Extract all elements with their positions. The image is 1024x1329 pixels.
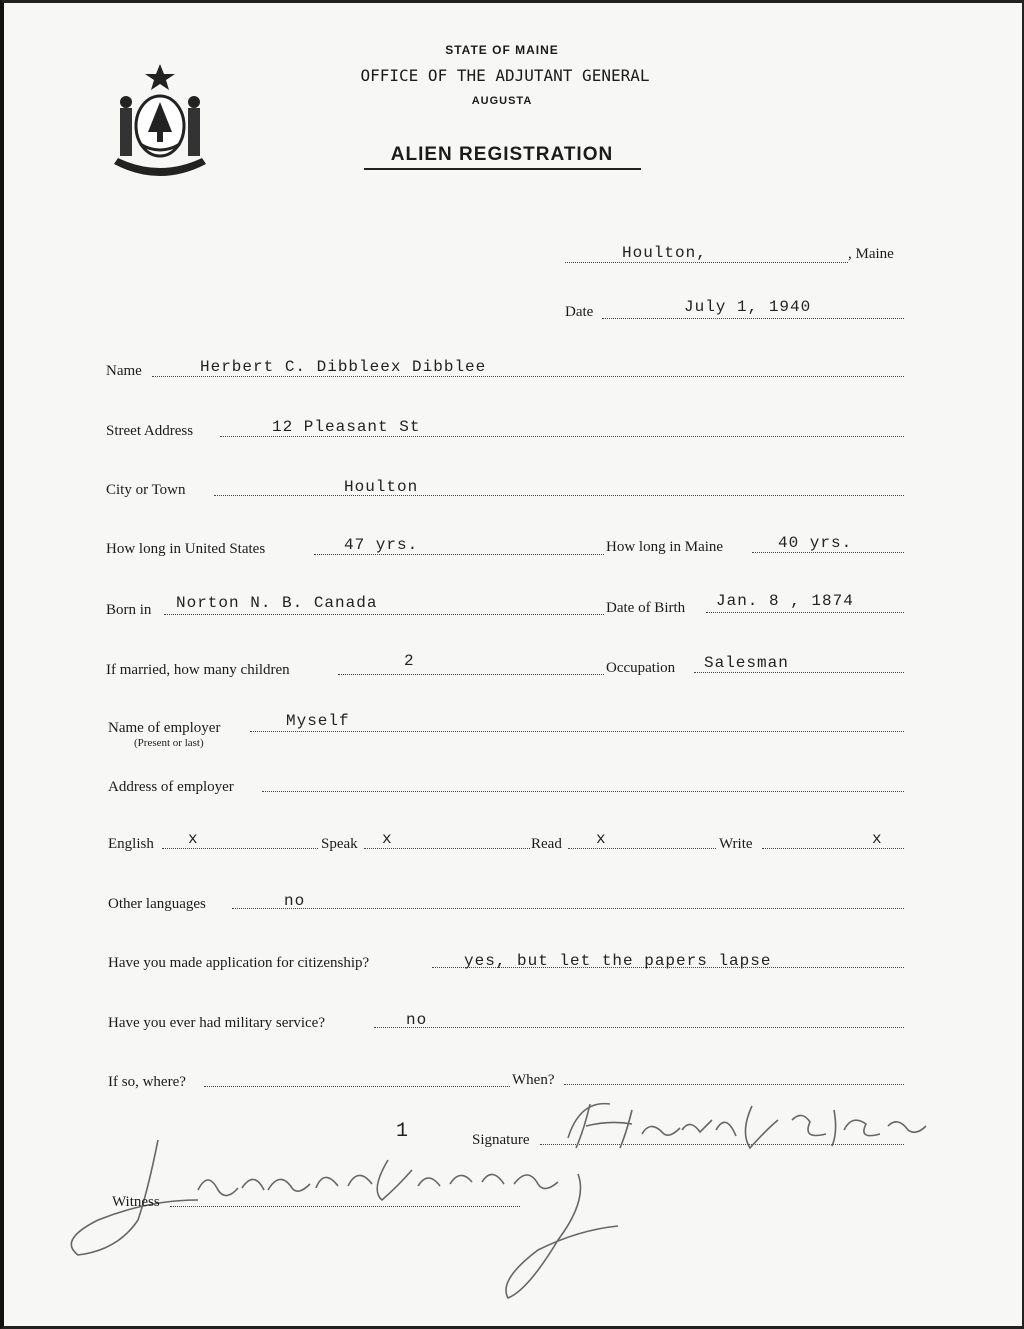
read-value: x [596, 830, 607, 848]
employer-sublabel: (Present or last) [134, 737, 204, 749]
signature-label: Signature [472, 1132, 530, 1148]
speak-label: Speak [321, 836, 358, 852]
military-value: no [406, 1011, 428, 1029]
military-label: Have you ever had military service? [108, 1015, 325, 1031]
office-heading: OFFICE OF THE ADJUTANT GENERAL [360, 66, 650, 85]
street-value: 12 Pleasant St [272, 418, 421, 436]
witness-label: Witness [112, 1194, 160, 1210]
born-value: Norton N. B. Canada [176, 594, 378, 612]
children-value: 2 [404, 652, 415, 670]
name-value: Herbert C. Dibbleex Dibblee [200, 358, 487, 376]
witness-signature [58, 1130, 618, 1320]
english-label: English [108, 836, 154, 852]
city-value: Houlton [344, 478, 419, 496]
write-label: Write [719, 836, 753, 852]
name-label: Name [106, 363, 142, 379]
title-underline [364, 168, 641, 170]
occupation-value: Salesman [704, 654, 789, 672]
page-mark: 1 [396, 1120, 410, 1143]
city-heading: AUGUSTA [471, 95, 533, 107]
english-value: x [188, 830, 199, 848]
place-value: Houlton, [622, 244, 707, 262]
speak-value: x [382, 830, 393, 848]
citizenship-value: yes, but let the papers lapse [464, 952, 772, 970]
dob-label: Date of Birth [606, 600, 686, 616]
other-languages-value: no [284, 892, 306, 910]
us-value: 47 yrs. [344, 536, 419, 554]
write-value: x [872, 830, 883, 848]
children-label: If married, how many children [106, 662, 290, 678]
employer-address-label: Address of employer [108, 779, 234, 795]
employer-label: Name of employer [108, 720, 221, 736]
form-title: ALIEN REGISTRATION [390, 144, 614, 165]
where-label: If so, where? [108, 1074, 186, 1090]
place-suffix: , Maine [848, 246, 894, 262]
other-languages-label: Other languages [108, 896, 206, 912]
citizenship-label: Have you made application for citizenship? [108, 955, 370, 971]
employer-value: Myself [286, 712, 350, 730]
born-label: Born in [106, 602, 152, 618]
when-label: When? [512, 1072, 555, 1088]
state-heading: STATE OF MAINE [445, 43, 559, 57]
read-label: Read [531, 836, 562, 852]
city-label: City or Town [106, 482, 186, 498]
maine-value: 40 yrs. [778, 534, 853, 552]
dob-value: Jan. 8 , 1874 [716, 592, 854, 610]
us-label: How long in United States [106, 541, 266, 557]
date-value: July 1, 1940 [684, 298, 812, 316]
date-label: Date [565, 304, 594, 320]
state-seal-icon [108, 60, 212, 188]
occupation-label: Occupation [606, 660, 676, 676]
street-label: Street Address [106, 423, 194, 439]
maine-label: How long in Maine [606, 539, 724, 555]
